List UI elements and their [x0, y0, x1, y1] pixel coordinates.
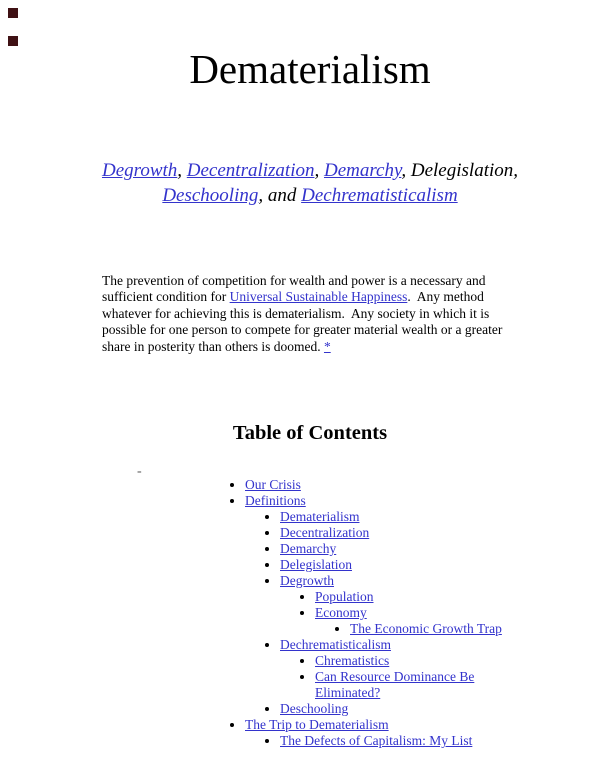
stray-dash: - [137, 464, 142, 479]
subtitle-link[interactable]: Deschooling [162, 185, 259, 206]
toc-item [315, 589, 518, 605]
toc-link[interactable]: Dematerialism [280, 509, 360, 524]
toc-link[interactable]: Decentralization [280, 525, 370, 540]
toc-list [315, 621, 518, 637]
toc-heading: Table of Contents [232, 422, 388, 444]
toc-item [280, 541, 518, 557]
toc-link[interactable]: Deschooling [280, 701, 349, 716]
text-run: , [314, 160, 324, 181]
toc-item [245, 477, 518, 493]
page-title: Dematerialism [189, 46, 431, 92]
toc-list [280, 589, 518, 637]
toc-link[interactable]: The Defects of Capitalism: My List [280, 733, 473, 748]
text-run: . Any method whatever for achieving this is dematerialism. Any society in which it is possible for one person to compete for greater material wealth or a greater share in posterity than others is doomed. [102, 289, 503, 354]
subtitle-line [20, 158, 600, 183]
inline-link[interactable]: * [323, 338, 331, 354]
toc-list [245, 509, 518, 717]
toc-link[interactable]: Definitions [245, 493, 306, 508]
toc-link[interactable]: Dechrematisticalism [280, 637, 391, 652]
toc-link[interactable]: The Trip to Dematerialism [245, 717, 389, 732]
broken-image-artifact [8, 36, 18, 46]
text-run: The prevention of competition for wealth and power is a necessary and sufficient condition for [102, 273, 486, 305]
text-run: , [177, 160, 187, 181]
toc-link[interactable]: Demarchy [280, 541, 337, 556]
toc-item [315, 605, 518, 637]
table-of-contents [210, 477, 518, 749]
subtitle-link[interactable]: Degrowth [101, 160, 178, 181]
toc-item [280, 733, 518, 749]
toc-link[interactable]: Chrematistics [315, 653, 390, 668]
toc-list [210, 477, 518, 749]
text-run: , Delegislation, [401, 160, 519, 181]
toc-item [350, 621, 518, 637]
toc-link[interactable]: The Economic Growth Trap [350, 621, 502, 636]
broken-image-artifact [8, 8, 18, 18]
toc-link[interactable]: Economy [315, 605, 367, 620]
intro-paragraph [102, 273, 522, 355]
subtitle-link[interactable]: Decentralization [186, 160, 315, 181]
toc-item [280, 525, 518, 541]
toc-link[interactable]: Can Resource Dominance Be Eliminated? [315, 669, 475, 700]
toc-item [280, 701, 518, 717]
toc-link[interactable]: Delegislation [280, 557, 352, 572]
toc-link[interactable]: Degrowth [280, 573, 334, 588]
toc-item [315, 653, 518, 669]
subtitle [20, 158, 600, 208]
subtitle-line [20, 183, 600, 208]
inline-link[interactable]: Universal Sustainable Happiness [229, 289, 408, 305]
toc-item [280, 637, 518, 701]
subtitle-link[interactable]: Dechrematisticalism [301, 185, 458, 206]
subtitle-link[interactable]: Demarchy [323, 160, 402, 181]
toc-item [245, 493, 518, 717]
toc-link[interactable]: Our Crisis [245, 477, 301, 492]
toc-item [280, 573, 518, 637]
toc-item [315, 669, 518, 701]
text-run: , and [258, 185, 302, 206]
toc-item [280, 509, 518, 525]
toc-item [245, 717, 518, 749]
toc-item [280, 557, 518, 573]
toc-list [245, 733, 518, 749]
toc-list [280, 653, 518, 701]
toc-link[interactable]: Population [315, 589, 374, 604]
